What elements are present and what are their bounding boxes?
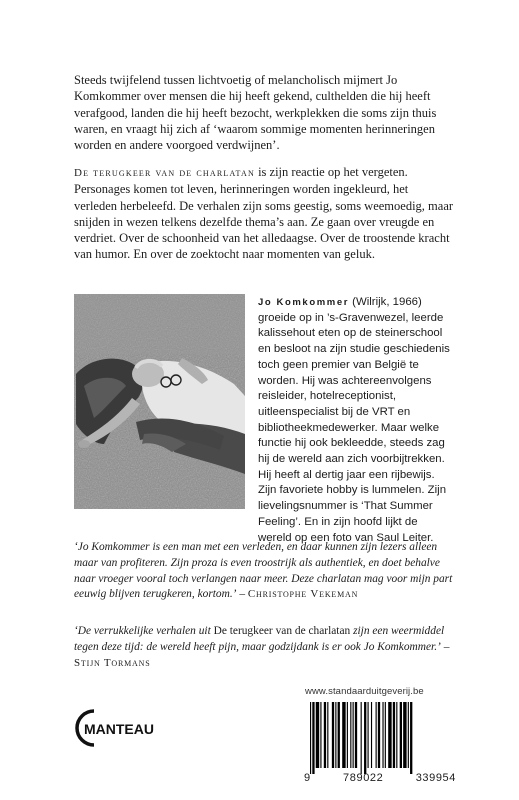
barcode-bar	[310, 702, 311, 774]
barcode-bar	[342, 702, 345, 768]
review-quote-1	[74, 540, 454, 603]
quote-text-before: ‘De verrukkelijke verhalen uit	[74, 625, 214, 637]
review-quote-2	[74, 624, 454, 671]
isbn-prefix: 9	[304, 772, 311, 784]
quote-attribution: Christophe Vekeman	[247, 588, 359, 601]
intro-paragraph: Steeds twijfelend tussen lichtvoetig of melancholisch mijmert Jo Komkommer over mensen die hij heeft gekend, culthelden die hij heeft verafgood, landen die hij heeft bezocht, werkplekken die soms zijn thuis waren, en vraagt hij zich af ‘waarom sommige momenten herinneringen worden en andere voorgoed verdwijnen’.	[74, 73, 437, 153]
barcode-bar	[376, 702, 377, 768]
barcode-bar	[338, 702, 340, 768]
barcode-bar	[327, 702, 328, 768]
barcode-bar	[355, 702, 357, 768]
barcode-bar	[396, 702, 397, 768]
description-text: is zijn reactie op het vergeten. Personages komen tot leven, herinneringen worden ingekleurd, het verleden herbeleefd. De verhalen zijn soms geestig, soms weemoedig, maar snijden in wezen telkens dezelfde thema’s aan. Ze gaan over vreugde en verdriet. Over de schoonheid van het alledaagse. Over de troostende kracht van humor. En over de zoektocht naar momenten van geluk.	[74, 165, 454, 262]
barcode-bar	[361, 702, 362, 774]
isbn-group-2: 339954	[415, 772, 456, 784]
description-paragraph	[74, 164, 454, 263]
quote-text: ‘Jo Komkommer is een man met een verleden, en daar kunnen zijn lezers alleen maar van profiteren. Zijn proza is even troostrijk als authentiek, en doet behalve naar vroeger vooral toch verlangen naar meer. Deze charlatan mag voor mijn part eeuwig blijven terugkeren, kortom.’	[74, 541, 453, 601]
barcode-bar	[408, 702, 409, 768]
barcode-bar	[316, 702, 319, 768]
author-bio	[258, 295, 454, 546]
author-name: Jo Komkommer	[258, 297, 349, 308]
barcode-bar	[410, 702, 412, 774]
barcode-bar	[324, 702, 326, 768]
publisher-logo	[72, 707, 162, 749]
barcode-bar	[335, 702, 336, 768]
barcode-bar	[312, 702, 314, 774]
publisher-url: www.standaarduitgeverij.be	[305, 686, 424, 697]
barcode-bar	[347, 702, 348, 768]
barcode-bar	[378, 702, 380, 768]
barcode-bar	[403, 702, 406, 768]
barcode-bar	[382, 702, 383, 768]
barcode-bar	[400, 702, 402, 768]
barcode-bar	[385, 702, 386, 768]
quote-attribution: Stijn Tormans	[74, 656, 151, 669]
book-title-smallcaps: De terugkeer van de charlatan	[74, 167, 255, 179]
attribution-dash: –	[236, 588, 248, 601]
attribution-dash: –	[440, 640, 450, 653]
quote-text-after: zijn een weermiddel tegen deze tijd: de wereld heeft pijn, maar godzijdank is er ook Jo Komkommer.’	[74, 625, 445, 653]
barcode-bar	[388, 702, 391, 768]
logo-wordmark: MANTEAU	[84, 721, 154, 737]
isbn-number	[304, 772, 456, 784]
barcode-bar	[364, 702, 366, 774]
isbn-barcode	[308, 702, 454, 774]
barcode-bar	[353, 702, 354, 768]
barcode-bar	[371, 702, 372, 768]
quote-book-title: De terugkeer van de charlatan	[213, 625, 351, 637]
isbn-group-1: 789022	[343, 772, 384, 784]
bio-text: (Wilrijk, 1966) groeide op in ’s-Gravenwezel, leerde kalissehout eten op de steinerschool en besloot na zijn studie geschiedenis toch geen premier van België te worden. Hij was achtereenvolgens reisleider, hotelreceptionist, uitleenspecialist bij de VRT en bibliotheekmedewerker. Maar welke functie hij ook bekleedde, steeds zag hij de wereld aan zich voorbijtrekken. Hij heeft al dertig jaar een rijbewijs. Zijn favoriete hobby is lummelen. Zijn lievelingsnummer is ‘That Summer Feeling’. En in zijn hoofd lijkt de wereld op een foto van Saul Leiter.	[258, 296, 450, 544]
barcode-bar	[368, 702, 369, 768]
barcode-bar	[320, 702, 321, 768]
barcode-bar	[350, 702, 351, 768]
author-photo	[74, 294, 245, 509]
barcode-bar	[332, 702, 334, 768]
barcode-bar	[393, 702, 395, 768]
